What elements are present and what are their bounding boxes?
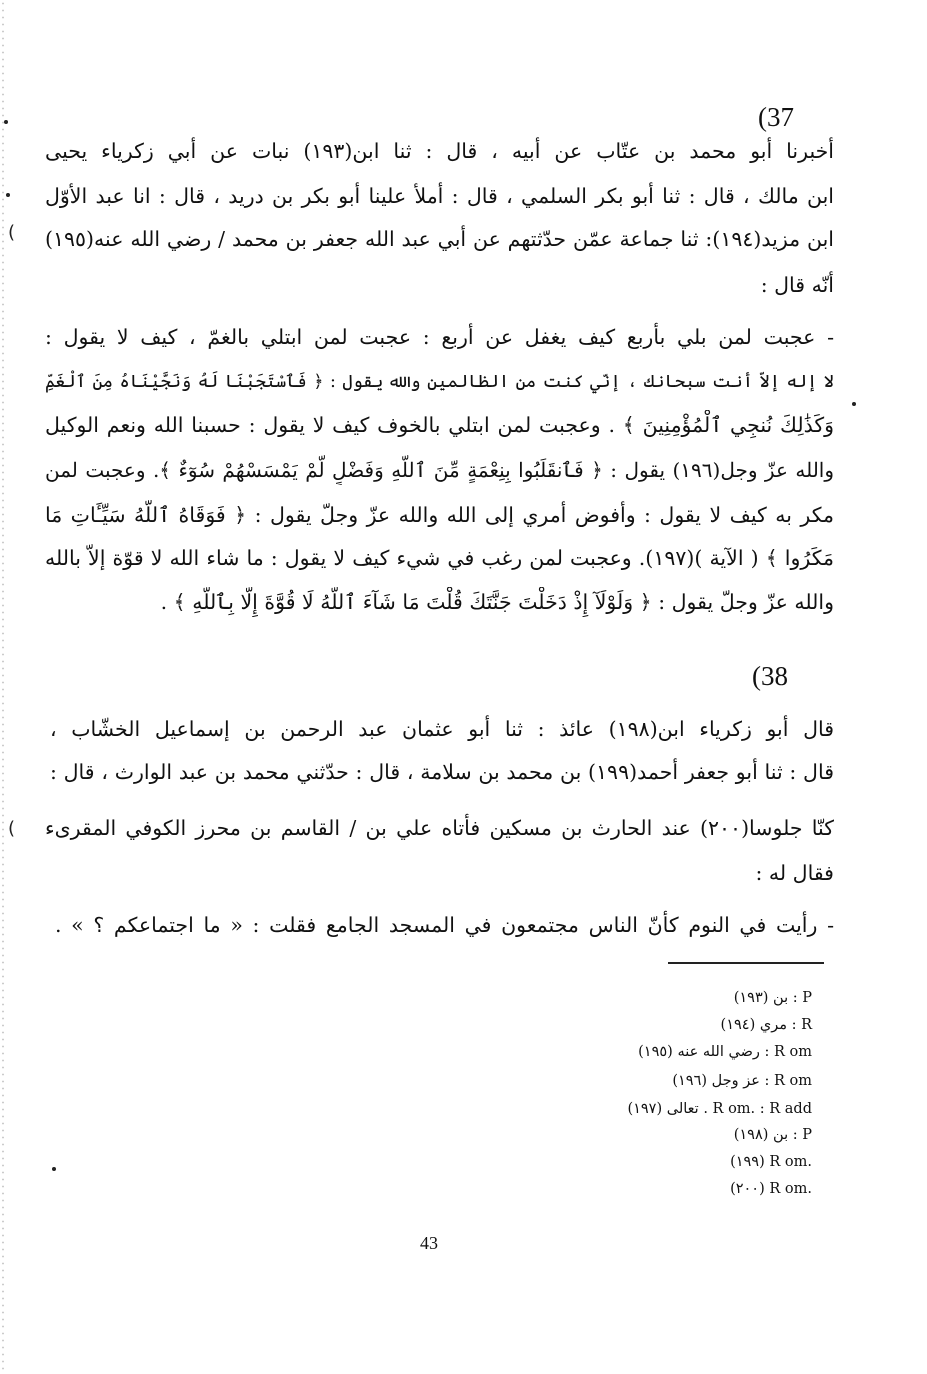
text-line: قال : ثنا أبو جعفر أحمد(١٩٩) بن محمد بن سلامة ، قال : حدّثني محمد بن عبد الوارث ، قال : bbox=[50, 760, 834, 784]
margin-dot bbox=[52, 1167, 56, 1171]
text-line: - عجبت لمن بلي بأربع كيف يغفل عن أربع : عجبت لمن ابتلي بالغمّ ، كيف لا يقول : bbox=[45, 325, 834, 349]
text-line: قال أبو زكرياء ابن(١٩٨) عائذ : ثنا أبو عثمان عبد الرحمن بن إسماعيل الخشّاب ، bbox=[50, 717, 834, 741]
footnote: (١٩٦) عز وجل : R om bbox=[672, 1073, 812, 1089]
text-line: كنّا جلوسا(٢٠٠) عند الحارث بن مسكين فأتاه علي بن / القاسم بن محرز الكوفي المقرىء bbox=[45, 816, 834, 840]
text-line: ابن مالك ، قال : ثنا أبو بكر السلمي ، قال : أملأ علينا أبو بكر بن دريد ، قال : انا عبد الأوّل bbox=[45, 184, 834, 208]
footnote: (٢٠٠) R om. bbox=[730, 1181, 812, 1197]
footnote: (١٩٨) بن : P bbox=[733, 1127, 812, 1143]
text-line: مَكَرُوا ﴾ ( الآية )(١٩٧). وعجبت لمن رغب في شيء كيف لا يقول : ما شاء الله لا قوّة إلاّ بالله bbox=[45, 546, 834, 570]
text-line: وَكَذَٰلِكَ نُنجِي ٱلْمُؤْمِنِينَ ﴾ . وعجبت لمن ابتلي بالخوف كيف لا يقول : حسبنا الله ونعم الوكيل bbox=[45, 413, 834, 437]
text-line: والله عزّ وجلّ يقول : ﴿ وَلَوْلَآ إِذْ دَخَلْتَ جَنَّتَكَ قُلْتَ مَا شَآءَ ٱللَّهُ لَا قُوَّةَ إِلَّا بِٱللَّهِ ﴾ . bbox=[160, 590, 834, 614]
margin-dot bbox=[4, 120, 8, 124]
text-line: والله عزّ وجل(١٩٦) يقول : ﴿ فَٱنقَلَبُوا بِنِعْمَةٍ مِّنَ ٱللَّهِ وَفَضْلٍ لَّمْ يَمْسَسْهُمْ سُوٓءٌ ﴾. وعجبت لمن bbox=[45, 458, 834, 482]
footnote: (١٩٣) بن : P bbox=[733, 990, 812, 1006]
margin-dot bbox=[852, 402, 856, 406]
footnote: (١٩٧) تعالى . R om. : R add bbox=[627, 1101, 812, 1117]
margin-dot bbox=[6, 193, 10, 197]
footnote: (١٩٥) رضي الله عنه : R om bbox=[638, 1044, 812, 1060]
footnote: (١٩٤) مري : R bbox=[720, 1017, 812, 1033]
text-line: ابن مزيد(١٩٤): ثنا جماعة عمّن حدّثتهم عن أبي عبد الله جعفر بن محمد / رضي الله عنه(١٩٥) bbox=[45, 227, 834, 251]
margin-mark: ( bbox=[8, 222, 16, 243]
scan-edge bbox=[2, 0, 4, 1374]
text-line: أنّه قال : bbox=[760, 273, 834, 297]
section-number-37: (37 bbox=[758, 102, 794, 132]
text-line: مكر به كيف لا يقول : وأفوض أمري إلى الله والله عزّ وجلّ يقول : ﴿ فَوَقَاهُ ٱللَّهُ سَيِّـَٔاتِ مَا bbox=[45, 503, 834, 527]
text-line: - رأيت في النوم كأنّ الناس مجتمعون في المسجد الجامع فقلت : « ما اجتماعكم ؟ » . bbox=[55, 913, 834, 937]
text-line: أخبرنا أبو محمد بن عتّاب عن أبيه ، قال : ثنا ابن(١٩٣) نبات عن أبي زكرياء يحيى bbox=[45, 139, 834, 163]
margin-mark: ( bbox=[8, 818, 16, 839]
footnote: (١٩٩) R om. bbox=[730, 1154, 812, 1170]
text-line: فقال له : bbox=[755, 861, 834, 885]
text-line: لا إله إلاّ أنت سبحانك ، إنّي كنت من الظالمين والله يقول : ﴿ فَٱسْتَجَبْنَا لَهُ وَنَجَّيْنَاهُ مِنَ ٱلْغَمِّ bbox=[45, 372, 834, 392]
page-number: 43 bbox=[420, 1233, 438, 1253]
footnote-rule bbox=[668, 962, 824, 964]
section-number-38: (38 bbox=[752, 661, 788, 691]
